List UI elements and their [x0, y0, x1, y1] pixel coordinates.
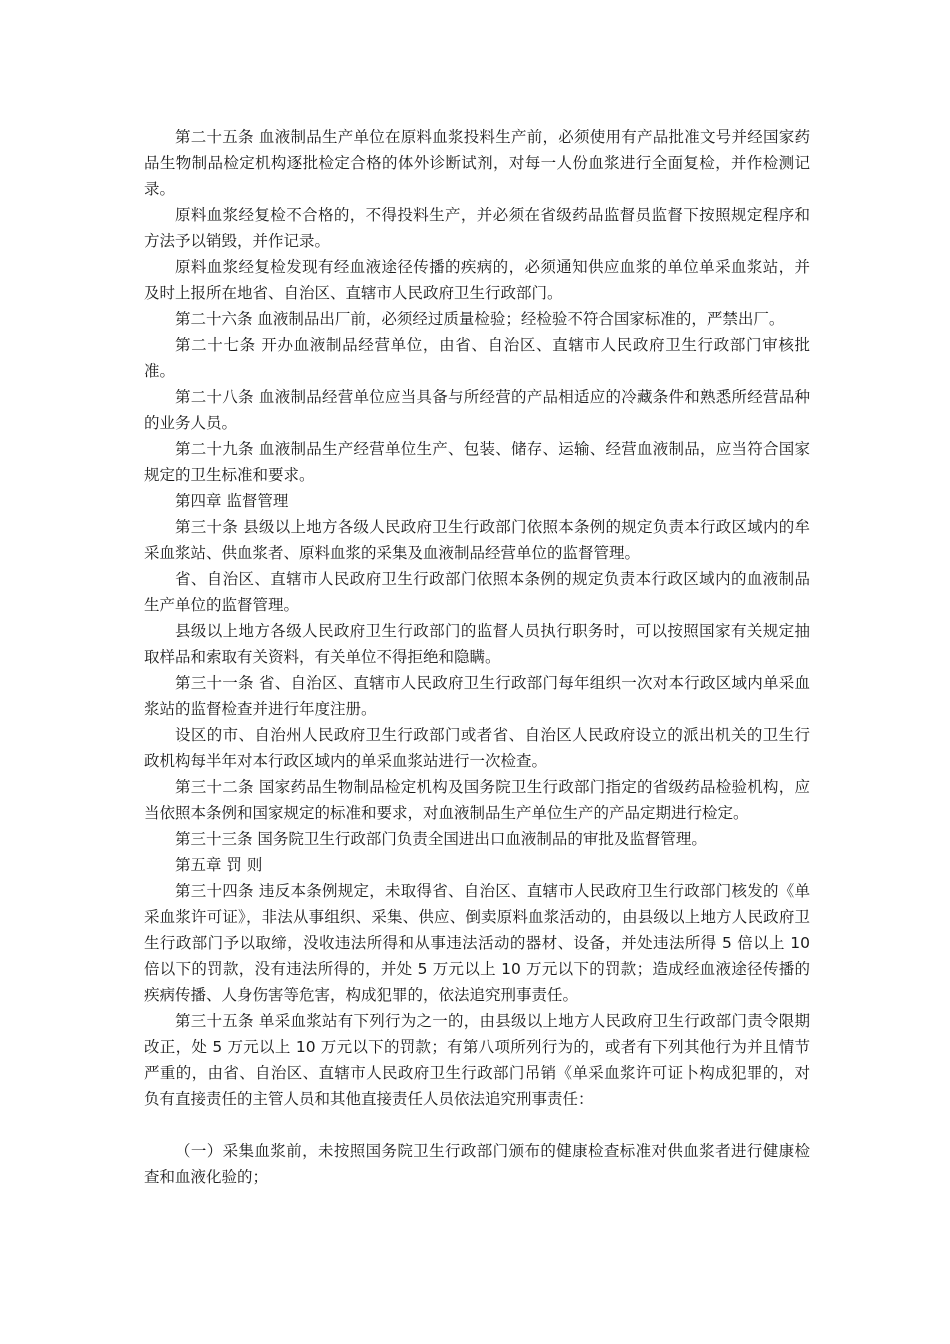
paragraph-article-35: 第三十五条 单采血浆站有下列行为之一的，由县级以上地方人民政府卫生行政部门责令限期改正，处 5 万元以上 10 万元以下的罚款；有第八项所列行为的，或者有下列其他行为并且情节严重的，由省、自治区、直辖市人民政府卫生行政部门吊销《单采血浆许可证卜构成犯罪的，对负有直接责任的主管人员和其他直接责任人员依法追究刑事责任： [144, 1012, 810, 1108]
paragraph-plasma-recheck-fail: 原料血浆经复检不合格的，不得投料生产，并必须在省级药品监督员监督下按照规定程序和方法予以销毁，并作记录。 [144, 206, 810, 250]
paragraph-item-1: （一）采集血浆前，未按照国务院卫生行政部门颁布的健康检查标准对供血浆者进行健康检查和血液化验的； [144, 1142, 810, 1186]
paragraph-city-inspection: 设区的市、自治州人民政府卫生行政部门或者省、自治区人民政府设立的派出机关的卫生行政机构每半年对本行政区域内的单采血浆站进行一次检查。 [144, 726, 810, 770]
paragraph-article-29: 第二十九条 血液制品生产经营单位生产、包装、储存、运输、经营血液制品，应当符合国家规定的卫生标准和要求。 [144, 440, 810, 484]
paragraph-article-33: 第三十三条 国务院卫生行政部门负责全国进出口血液制品的审批及监督管理。 [175, 830, 707, 848]
paragraph-article-26: 第二十六条 血液制品出厂前，必须经过质量检验；经检验不符合国家标准的，严禁出厂。 [175, 310, 785, 328]
paragraph-article-25: 第二十五条 血液制品生产单位在原料血浆投料生产前，必须使用有产品批准文号并经国家药品生物制品检定机构逐批检定合格的体外诊断试剂，对每一人份血浆进行全面复检，并作检测记录。 [144, 128, 810, 198]
document-body [144, 124, 810, 1190]
paragraph-article-31: 第三十一条 省、自治区、直辖市人民政府卫生行政部门每年组织一次对本行政区域内单采血浆站的监督检查并进行年度注册。 [144, 674, 810, 718]
paragraph-article-27: 第二十七条 开办血液制品经营单位，由省、自治区、直辖市人民政府卫生行政部门审核批准。 [144, 336, 810, 380]
paragraph-article-32: 第三十二条 国家药品生物制品检定机构及国务院卫生行政部门指定的省级药品检验机构，应当依照本条例和国家规定的标准和要求，对血液制品生产单位生产的产品定期进行检定。 [144, 778, 810, 822]
paragraph-provincial-supervision: 省、自治区、直辖市人民政府卫生行政部门依照本条例的规定负责本行政区域内的血液制品生产单位的监督管理。 [144, 570, 810, 614]
paragraph-article-30: 第三十条 县级以上地方各级人民政府卫生行政部门依照本条例的规定负责本行政区域内的牟采血浆站、供血浆者、原料血浆的采集及血液制品经营单位的监督管理。 [144, 518, 810, 562]
chapter-4-heading: 第四章 监督管理 [175, 492, 289, 510]
chapter-5-heading: 第五章 罚 则 [175, 856, 263, 874]
paragraph-article-28: 第二十八条 血液制品经营单位应当具备与所经营的产品相适应的冷藏条件和熟悉所经营品种的业务人员。 [144, 388, 810, 432]
paragraph-plasma-disease-report: 原料血浆经复检发现有经血液途径传播的疾病的，必须通知供应血浆的单位单采血浆站，并及时上报所在地省、自治区、直辖市人民政府卫生行政部门。 [144, 258, 810, 302]
paragraph-article-34: 第三十四条 违反本条例规定，未取得省、自治区、直辖市人民政府卫生行政部门核发的《单采血浆许可证》，非法从事组织、采集、供应、倒卖原料血浆活动的，由县级以上地方人民政府卫生行政部门予以取缔，没收违法所得和从事违法活动的器材、设备，并处违法所得 5 倍以上 10 倍以下的罚款，没有违法所得的，并处 5 万元以上 10 万元以下的罚款；造成经血液途径传播的疾病传播、人身伤害等危害，构成犯罪的，依法追究刑事责任。 [144, 882, 810, 1004]
paragraph-inspector-duties: 县级以上地方各级人民政府卫生行政部门的监督人员执行职务时，可以按照国家有关规定抽取样品和索取有关资料，有关单位不得拒绝和隐瞒。 [144, 622, 810, 666]
